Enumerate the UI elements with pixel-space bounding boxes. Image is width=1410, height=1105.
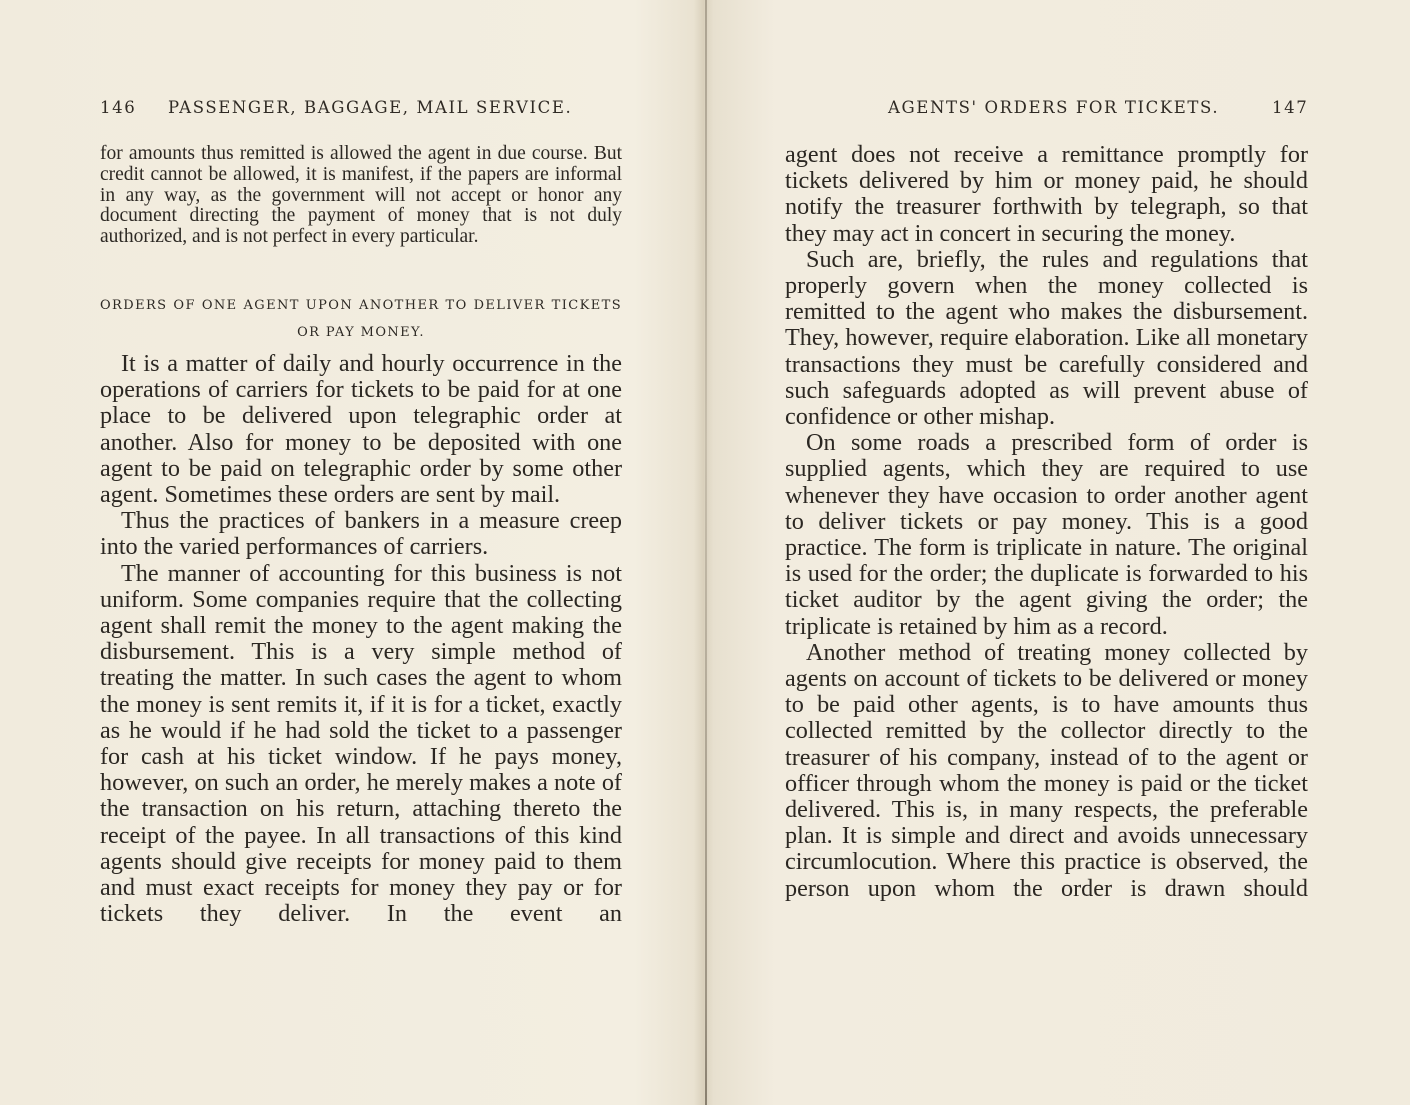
right-running-title: AGENTS' ORDERS FOR TICKETS.	[888, 98, 1220, 117]
section-heading: ORDERS OF ONE AGENT UPON ANOTHER TO DELIVER TICKETS OR PAY MONEY.	[100, 298, 622, 340]
right-continuation-paragraph: agent does not receive a remittance promptly for tickets delivered by him or money paid, he should notify the treasurer forthwith by telegraph, so that they may act in concert in securing the money.	[785, 141, 1308, 247]
left-continuation-paragraph: for amounts thus remitted is allowed the agent in due course. But credit cannot be allowed, it is manifest, if the papers are informal in any way, as the government will not accept or honor any document directing the payment of money that is not duly authorized, and is not perfect in every particular.	[100, 143, 622, 248]
left-body-text	[100, 351, 622, 927]
right-page-number: 147	[1272, 98, 1309, 117]
paragraph: Thus the practices of bankers in a measure creep into the varied performances of carriers.	[100, 507, 622, 561]
paragraph: Such are, briefly, the rules and regulations that properly govern when the money collected is remitted to the agent who makes the disbursement. They, however, require elaboration. Like all monetary transactions they must be carefully considered and such safeguards adopted as will prevent abuse of confidence or other mishap.	[785, 245, 1308, 431]
right-page	[707, 0, 1410, 1105]
left-running-title: PASSENGER, BAGGAGE, MAIL SERVICE.	[168, 98, 573, 117]
paragraph: The manner of accounting for this business is not uniform. Some companies require that the collecting agent shall remit the money to the agent making the disbursement. This is a very simple method of treating the matter. In such cases the agent to whom the money is sent remits it, if it is for a ticket, exactly as he would if he had sold the ticket to a passenger for cash at his ticket window. If he pays money, however, on such an order, he merely makes a note of the transaction on his return, attaching thereto the receipt of the payee. In all transactions of this kind agents should give receipts for money paid to them and must exact receipts for money they pay or for tickets they deliver. In the event an	[100, 559, 622, 928]
paragraph: It is a matter of daily and hourly occurrence in the operations of carriers for tickets to be paid for at one place to be delivered upon telegraphic order at another. Also for money to be deposited with one agent to be paid on telegraphic order by some other agent. Sometimes these orders are sent by mail.	[100, 350, 622, 509]
right-body-text	[785, 142, 1308, 902]
paragraph: On some roads a prescribed form of order is supplied agents, which they are required to use whenever they have occasion to order another agent to deliver tickets or pay money. This is a good practice. The form is triplicate in nature. The original is used for the order; the duplicate is forwarded to his ticket auditor by the agent giving the order; the triplicate is retained by him as a record.	[785, 429, 1308, 640]
left-page-number: 146	[100, 98, 137, 117]
paragraph: Another method of treating money collected by agents on account of tickets to be delivered or money to be paid other agents, is to have amounts thus collected remitted by the collector directly to the treasurer of his company, instead of to the agent or officer through whom the money is paid or the ticket delivered. This is, in many respects, the preferable plan. It is simple and direct and avoids unnecessary circumlocution. Where this practice is observed, the person upon whom the order is drawn should	[785, 638, 1308, 902]
